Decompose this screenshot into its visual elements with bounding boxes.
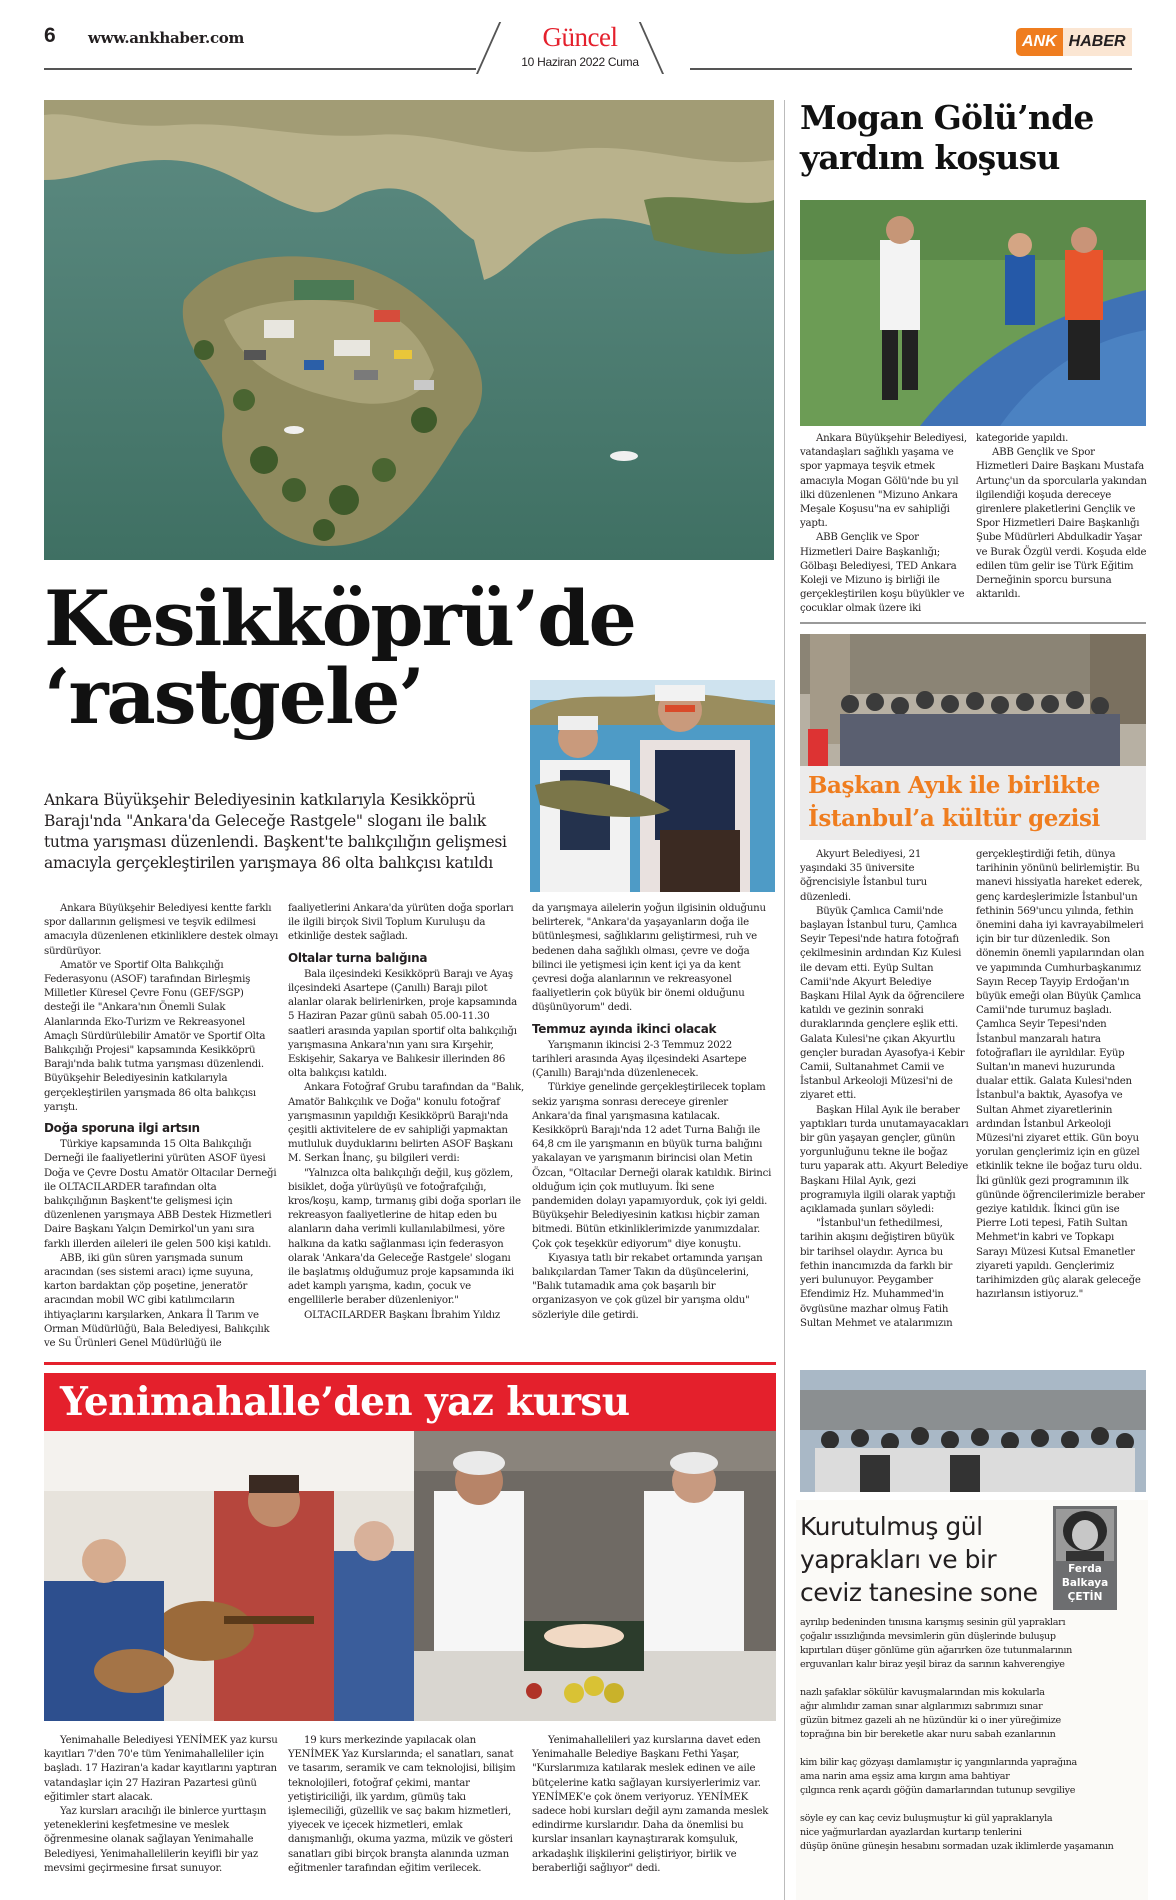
paragraph: ABB, iki gün süren yarışmada sunum aracından (ses sistemi aracı) içme suyuna, karton bardaktan çöp poşetine, jeneratör aracından mobil WC gibi katılımcıların ihtiyaçlarını karşılarken, Ankara İl Tarım ve Orman Müdürlüğü, Bala Belediyesi, Balıkçılık ve Su Ürünleri Genel Müdürlüğü ile xyxy=(44,1252,270,1350)
paragraph: Büyük Çamlıca Camii'nde başlayan İstanbul turu, Çamlıca Seyir Tepesi'nde hatıra fotoğrafı çekilmesinin ardından Kız Kulesi ile devam etti. Eyüp Sultan Camii'nde Akyurt Belediye Başkanı Hilal Ayık da öğrencilere katıldı ve gezinin sonraki duraklarında gençlere eşlik etti. Galata Kulesi'ne çıkan Akyurtlu gençler buradan Ayasofya-i Kebir Camii, Sultanahmet Camii ve İstanbul Arkeoloji Müzesi'ni de ziyaret etti. xyxy=(800,905,965,1102)
paragraph: Ankara Fotoğraf Grubu tarafından da "Balık, Amatör Balıkçılık ve Doğa" konulu fotoğraf yarışmasının yapıldığı Kesikköprü Barajı'nda çeşitli aktivitelere de ev sahipliği yapmaktan mutluluk duyduklarını belirten ASOF Başkanı M. Serkan İnanç, şu bilgileri verdi: xyxy=(288,1082,524,1165)
section-divider-red xyxy=(44,1362,776,1365)
poem-line: güzün bitmez gazeli ah ne hüzündür ki o iner yüreğimize xyxy=(800,1715,1061,1726)
poem-line: ama narin ama eşsiz ama kırgın ama bahtiyar xyxy=(800,1771,1010,1782)
paragraph: ABB Gençlik ve Spor Hizmetleri Daire Başkanı Mustafa Artunç'un da sporcularla yakından ilgilendiği koşuda dereceye girenlere plaketlerini Gençlik ve Spor Hizmetleri Daire Başkanlığı Şube Müdürleri Abdulkadir Yaşar ve Burak Özgül verdi. Koşuda elde edilen tüm gelir ise Türk Eğitim Derneğinin sporcu bursuna aktarıldı. xyxy=(976,447,1147,601)
column-divider xyxy=(784,100,785,1900)
paragraph: gerçekleştirdiği fetih, dünya tarihinin yönünü belirlemiştir. Bu manevi hissiyatla hareket ederek, genç kardeşlerimizle İstanbul'un fethinin 569'uncu yılında, fethin önemini daha iyi kavrayabilmeleri için bir tur düzenledik. Son dönemin önemli yapılarından olan ve yapımında Cumhurbaşkanımız Sayın Recep Tayyip Erdoğan'ın büyük emeği olan Büyük Çamlıca Camii'nde turumuz başladı. Çamlıca Seyir Tepesi'nden İstanbul manzaralı hatıra fotoğrafları ile ayrıldılar. Eyüp Sultan'ın manevi huzurunda dualar ettik. Galata Kulesi'nden İstanbul'a baktık, Ayasofya ve Sultan Ahmet ziyaretlerinin ardından İstanbul Arkeoloji Müzesi'ni ziyaret ettik. Gün boyu yorulan gençlerimiz için en güzel etkinlik tekne ile boğaz turu oldu. İki günlük gezi programının ilk gününde öğrencilerimizle beraber geziye katıldık. İkinci gün ise Pierre Loti tepesi, Fatih Sultan Mehmet'in kabri ve Topkapı Sarayı Müzesi Kutsal Emanetler ziyareti yapıldı. Gençlerimiz tarihimizden güç alarak geleceğe hazırlansın istiyoruz." xyxy=(976,849,1145,1301)
paragraph: "İstanbul'un fethedilmesi, tarihin akışını değiştiren büyük bir tarihsel olaydır. Ayrıca bu fethin inancımızda da farklı bir yeri bulunuyor. Peygamber Efendimiz Hz. Muhammed'in övgüsüne mazhar olmuş Fatih Sultan Mehmet ve atalarımızın xyxy=(800,1218,955,1329)
poem-line: erguvanları kalır biraz yeşil biraz da sarının kahverengiye xyxy=(800,1659,1065,1670)
istanbul-headline-line1: Başkan Ayık ile birlikte xyxy=(808,772,1100,799)
paragraph: Yarışmanın ikincisi 2-3 Temmuz 2022 tarihleri arasında Ayaş ilçesindeki Asartepe (Çanıllı) Barajı'nda düzenlenecek. xyxy=(532,1039,747,1080)
paragraph: Yaz kursları aracılığı ile binlerce yurttaşın yeteneklerini keşfetmesine ve meslek öğrenmesine olanak sağlayan Yenimahalle Belediyesi, Yenimahallelilerin keyifli bir yaz mevsimi geçirmesine fırsat sunuyor. xyxy=(44,1806,267,1874)
main-headline xyxy=(44,574,635,741)
cooking-class-photo xyxy=(414,1431,776,1721)
istanbul-headline-line2: İstanbul’a kültür gezisi xyxy=(808,805,1100,832)
paragraph: ABB Gençlik ve Spor Hizmetleri Daire Başkanlığı; Gölbaşı Belediyesi, TED Ankara Koleji ve Mizuno iş birliği ile gerçekleştirilen koşu büyükler ve çocuklar olmak üzere iki xyxy=(800,532,965,615)
page-header xyxy=(0,0,1176,80)
guitar-class-photo-image xyxy=(44,1431,414,1721)
poem-stanza xyxy=(800,1756,1150,1798)
author-photo xyxy=(1056,1509,1114,1561)
poem-stanza xyxy=(800,1616,1150,1672)
students-street-photo-image xyxy=(800,634,1146,766)
main-aerial-photo xyxy=(44,100,774,560)
mogan-headline-line1: Mogan Gölü’nde xyxy=(800,98,1094,137)
mogan-headline xyxy=(800,98,1150,178)
subheading: Temmuz ayında ikinci olacak xyxy=(532,1021,717,1036)
poem-stanza xyxy=(800,1686,1150,1742)
subheading: Oltalar turna balığına xyxy=(288,950,428,965)
students-street-photo xyxy=(800,634,1146,766)
poem-line: söyle ey can kaç ceviz buluşmuştur ki gül yapraklarıyla xyxy=(800,1813,1053,1824)
main-article-column-2 xyxy=(288,902,524,1323)
paragraph: kategoride yapıldı. xyxy=(976,433,1069,444)
page-number: 6 xyxy=(44,24,56,47)
main-headline-line1: Kesikköprü’de xyxy=(44,574,635,663)
section-divider xyxy=(800,622,1146,624)
paragraph: faaliyetlerini Ankara'da yürüten doğa sporları ile ilgili birçok Sivil Toplum Kuruluşu da etkinliğe destek sağladı. xyxy=(288,903,514,943)
paragraph: OLTACILARDER Başkanı İbrahim Yıldız xyxy=(304,1309,500,1321)
poem-body xyxy=(800,1616,1150,1868)
poem-line: ağır alımlıdır zaman sınar algılarımızı sabrımızı sınar xyxy=(800,1701,1043,1712)
paragraph: da yarışmaya ailelerin yoğun ilgisinin olduğunu belirterek, "Ankara'da yaşayanların doğa ile bütünleşmesi, sağlıklarını geliştirmesi, ruh ve bedenen daha sağlıklı olması, çevre ve doğa bilinci ile yetişmesi için kent içi ya da kent çevresi doğa alanlarının ve rekreasyonel faaliyetlerin çok büyük bir önemi olduğunu düşünüyorum" dedi. xyxy=(532,903,766,1014)
mogan-headline-line2: yardım koşusu xyxy=(800,138,1060,177)
paragraph: Türkiye kapsamında 15 Olta Balıkçılığı Derneği ile faaliyetlerini yürüten ASOF üyesi Doğa ve Çevre Dostu Amatör Oltacılar Derneği ile OLTACILARDER tarafından olta balıkçılığının Başkent'te gelişmesi için düzenlenen yarışmaya ABB Destek Hizmetleri Daire Başkanı Yalçın Demirkol'un yanı sıra farklı illerden aileleri ile gelen 500 kişi katıldı. xyxy=(44,1139,277,1250)
author-name: Ferda Balkaya ÇETİN xyxy=(1061,1563,1109,1603)
mogan-column-1 xyxy=(800,432,968,617)
runners-photo-image xyxy=(800,200,1146,426)
yenimahalle-headline: Yenimahalle’den yaz kursu xyxy=(60,1379,630,1425)
issue-date: 10 Haziran 2022 Cuma xyxy=(521,55,639,69)
anglers-photo-image xyxy=(530,680,775,892)
poem-line: nice yağmurlardan ayazlardan kurtarıp tenlerini xyxy=(800,1827,1022,1838)
header-rule-left xyxy=(44,68,476,70)
students-istanbul-view-photo-image xyxy=(800,1370,1146,1492)
mogan-column-2 xyxy=(976,432,1148,602)
poem-line: kıpırtıları düşer gönlüme gün ağarırken öze tutunmalarının xyxy=(800,1645,1072,1656)
poem-line: çılgınca renk açardı göğün damarlarından tutunup sevgiliye xyxy=(800,1785,1076,1796)
paragraph: Yenimahalle Belediyesi YENİMEK yaz kursu kayıtları 7'den 70'e tüm Yenimahalleliler için başladı. 17 Haziran'a kadar kayıtlarını yaptıran vatandaşlar için 27 Haziran Pazartesi günü eğitimler start alacak. xyxy=(44,1735,278,1803)
section-name: Güncel xyxy=(542,22,618,52)
author-card xyxy=(1053,1506,1117,1610)
yenimahalle-column-1 xyxy=(44,1734,280,1876)
poem-line: toprağına bin bir bereketle akar nuru sabah ezanlarının xyxy=(800,1729,1056,1740)
paragraph: Türkiye genelinde gerçekleştirilecek toplam sekiz yarışma sonrası dereceye girenler Ankara'da final yarışmasına katılacak. Kesikköprü Barajı'nda 12 adet Turna Balığı ile 64,8 cm ile yarışmanın en büyük turna balığını yakalayan ve yarışmanın birincisi olan Metin Özcan, "Oltacılar Derneği olarak katıldık. Birinci olduğum için çok mutluyum. İki sene pandemiden dolayı yapamıyorduk, çok iyi geldi. Büyükşehir Belediyesinin katkısı hiçbir zaman bitmedi. Bütün etkinliklerimizde yanımızdalar. Çok çok teşekkür ediyorum" diye konuştu. xyxy=(532,1082,772,1250)
poem-stanza xyxy=(800,1812,1150,1854)
poem-line: ayrılıp bedeninden tınısına karışmış sesinin gül yaprakları xyxy=(800,1617,1066,1628)
istanbul-column-1 xyxy=(800,848,970,1331)
poem-line: çoğalır ıssızlığında mevsimlerin gün düşlerinde buluşup xyxy=(800,1631,1056,1642)
students-istanbul-view-photo xyxy=(800,1370,1146,1492)
header-rule-right xyxy=(690,68,1132,70)
yenimahalle-column-2 xyxy=(288,1734,524,1876)
istanbul-headline xyxy=(808,769,1148,835)
anglers-photo xyxy=(530,680,775,892)
poem-line: nazlı şafaklar sökülür kavuşmalarından mis kokularla xyxy=(800,1687,1045,1698)
paragraph: Ankara Büyükşehir Belediyesi kentte farklı spor dallarının gelişmesi ve teşvik edilmesi amacıyla düzenlenen etkinliklere destek olmayı sürdürüyor. xyxy=(44,903,278,957)
paragraph: Amatör ve Sportif Olta Balıkçılığı Federasyonu (ASOF) tarafından Birleşmiş Milletler Küresel Çevre Fonu (GEF/SGP) desteği ile "Ankara'nın Önemli Sulak Alanlarında Eko-Turizm ve Rekreasyonel Amaçlı Sürdürülebilir Amatör ve Sportif Olta Balıkçılığı Projesi" kapsamında Kesikköprü Barajı'nda balık tutma yarışması düzenlendi. Büyükşehir Belediyesinin katkılarıyla gerçekleştirilen yarışmada 86 olta balıkçısı yarıştı. xyxy=(44,959,266,1113)
runners-photo xyxy=(800,200,1146,426)
paragraph: 19 kurs merkezinde yapılacak olan YENİMEK Yaz Kurslarında; el sanatları, sanat ve tasarım, seramik ve cam teknolojisi, bilişim teknolojileri, fotoğraf çekimi, mantar yetiştiriciliği, ilk yardım, gümüş takı işlemeciliği, güzellik ve saç bakım hizmetleri, yiyecek ve içecek hizmetleri, emlak danışmanlığı, okuma yazma, müzik ve gösteri sanatları gibi birçok branşta alanında uzman eğitmenler tarafından eğitim verilecek. xyxy=(288,1735,516,1874)
brand-logo-ank: ANK xyxy=(1016,28,1063,56)
paragraph: Akyurt Belediyesi, 21 yaşındaki 35 üniversite öğrencisiyle İstanbul turu düzenledi. xyxy=(800,849,927,903)
paragraph: Bala ilçesindeki Kesikköprü Barajı ve Ayaş ilçesindeki Asartepe (Çanıllı) Barajı pilot alanlar olarak belirlenirken, proje kapsamında 5 Haziran Pazar günü sabah 05.00-11.30 saatleri arasında yapılan sportif olta balıkçılığı yarışmasına Ankara'nın yanı sıra Kırşehir, Eskişehir, Sakarya ve Balıkesir illerinden 86 olta balıkçısı katıldı. xyxy=(288,968,517,1080)
brand-logo[interactable] xyxy=(1016,28,1132,56)
paragraph: Ankara Büyükşehir Belediyesi, vatandaşları sağlıklı yaşama ve spor yapmaya teşvik etmek amacıyla Mogan Gölü'nde bu yıl ilki düzenlenen "Mizuno Ankara Meşale Koşusu"na ev sahipliği yaptı. xyxy=(800,433,967,530)
guitar-class-photo xyxy=(44,1431,414,1721)
paragraph: Kıyasıya tatlı bir rekabet ortamında yarışan balıkçılardan Tamer Takın da düşüncelerini, "Balık tutamadık ama çok başarılı bir organizasyon ve çok güzel bir yarışma oldu" sözleriyle dile getirdi. xyxy=(532,1252,763,1321)
paragraph: "Yalnızca olta balıkçılığı değil, kuş gözlem, bisiklet, doğa yürüyüşü ve fotoğrafçılığı, kros/koşu, kamp, tırmanış gibi doğa sporları ile rekreasyon faaliyetlerine de hitap eden bu alanların daha verimli kullanılabilmesi, yöre halkına da katkı sağlanması için federasyon olarak 'Ankara'da Geleceğe Rastgele' sloganı ile başlatmış olduğumuz proje kapsamında iki adet kamplı yarışma, kadın, çocuk ve engellilerle beraber düzenleniyor." xyxy=(288,1167,521,1307)
main-article-column-1 xyxy=(44,902,280,1351)
istanbul-column-2 xyxy=(976,848,1148,1303)
opinion-column-title: Kurutulmuş gül yaprakları ve bir ceviz tanesine sone xyxy=(800,1512,1038,1607)
poem-line: düşüp önüne güneşin hesabını sormadan uzak iklimlerde yaşamanın xyxy=(800,1841,1114,1852)
paragraph: Başkan Hilal Ayık ile beraber yaptıkları turda unutamayacakları bir gün yaşayan gençler, günün yorgunluğunu tekne ile boğaz turu yaparak attı. Akyurt Belediye Başkanı Hilal Ayık, gezi programıyla ilgili olarak yaptığı açıklamada şunları söyledi: xyxy=(800,1104,969,1216)
main-deck: Ankara Büyükşehir Belediyesinin katkılarıyla Kesikköprü Barajı'nda "Ankara'da Geleceğe Rastgele" sloganı ile balık tutma yarışması düzenlendi. Başkent'te balıkçılığın gelişmesi amacıyla gerçekleştirilen yarışmaya 86 olta balıkçısı katıldı xyxy=(44,791,507,872)
yenimahalle-column-3 xyxy=(532,1734,774,1876)
aerial-photo-image xyxy=(44,100,774,560)
author-photo-image xyxy=(1056,1509,1114,1561)
poem-line: kim bilir kaç gözyaşı damlamıştır iç yangınlarında yaprağına xyxy=(800,1757,1077,1768)
paragraph: Yenimahallelileri yaz kurslarına davet eden Yenimahalle Belediye Başkanı Fethi Yaşar, "Kurslarımıza katılarak meslek edinen ve aile bütçelerine katkı sağlayan kursiyerlerimiz var. YENİMEK'e çok önem veriyoruz. YENİMEK sadece hobi kursları değil aynı zamanda meslek edindirme kurslarıdır. Daha da önemlisi bu kurslar insanları kaynaştırarak komşuluk, arkadaşlık ilişkilerini geliştiriyor, birlik ve beraberliği sağlıyor" dedi. xyxy=(532,1735,769,1874)
main-article-column-3 xyxy=(532,902,774,1323)
subheading: Doğa sporuna ilgi artsın xyxy=(44,1121,200,1136)
cooking-class-photo-image xyxy=(414,1431,776,1721)
main-headline-line2: ‘rastgele’ xyxy=(44,652,423,741)
brand-logo-haber: HABER xyxy=(1063,28,1132,56)
site-url[interactable]: www.ankhaber.com xyxy=(88,29,245,47)
